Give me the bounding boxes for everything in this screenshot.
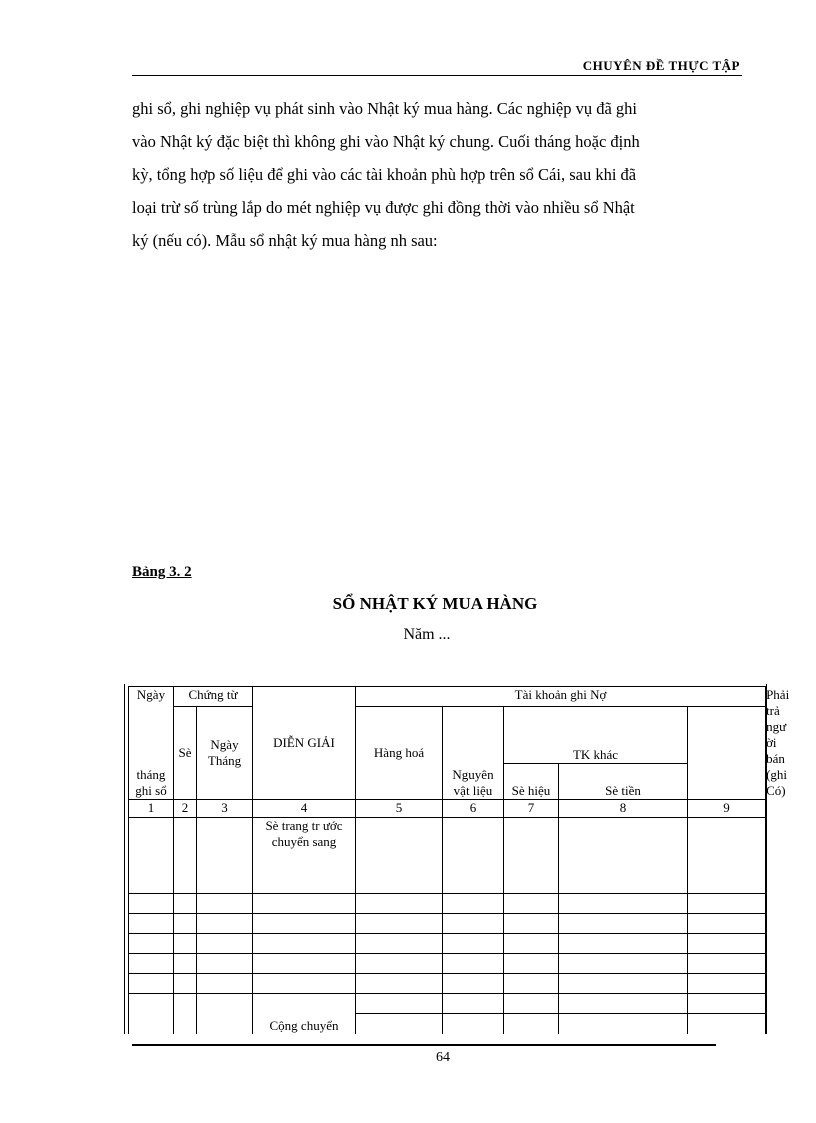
running-header: CHUYÊN ĐỀ THỰC TẬP bbox=[582, 58, 740, 73]
table-row bbox=[129, 974, 766, 994]
col-number: 2 bbox=[174, 800, 197, 818]
col-number: 7 bbox=[504, 800, 559, 818]
page-number: 64 bbox=[436, 1050, 450, 1065]
header-dien-giai: DIỄN GIẢI bbox=[253, 687, 356, 800]
header-tk-ghi-no: Tài khoản ghi Nợ bbox=[356, 687, 766, 707]
table-row bbox=[129, 994, 766, 1014]
header-ngay-thang: Ngày Tháng bbox=[197, 707, 253, 800]
header-chung-tu: Chứng từ bbox=[174, 687, 253, 707]
col-number: 3 bbox=[197, 800, 253, 818]
paragraph-line: vào Nhật ký đặc biệt thì không ghi vào Nhật ký chung. Cuối tháng hoặc định bbox=[132, 132, 640, 151]
header-rule bbox=[132, 75, 742, 76]
col-number: 9 bbox=[688, 800, 766, 818]
paragraph-line: kỳ, tổng hợp số liệu để ghi vào các tài khoản phù hợp trên sổ Cái, sau khi đã bbox=[132, 165, 637, 184]
header-nguyen-vat-lieu: Nguyên vật liệu bbox=[443, 707, 504, 800]
table-row bbox=[129, 894, 766, 914]
col-number: 4 bbox=[253, 800, 356, 818]
col-number: 5 bbox=[356, 800, 443, 818]
row-so-trang-truoc: Sè trang tr ước chuyển sang bbox=[253, 818, 356, 894]
table-subtitle: Năm ... bbox=[403, 626, 451, 643]
table-row bbox=[129, 914, 766, 934]
table-caption: Bảng 3. 2 bbox=[132, 564, 192, 580]
header-so-tien: Sè tiền bbox=[559, 764, 688, 800]
paragraph-line: loại trừ số trùng lắp do mét nghiệp vụ được ghi đồng thời vào nhiều sổ Nhật bbox=[132, 198, 635, 217]
header-tk-khac: TK khác bbox=[504, 707, 688, 764]
column-number-row bbox=[129, 800, 766, 818]
footer-rule bbox=[132, 1044, 716, 1046]
body-paragraph bbox=[132, 92, 742, 257]
col-number: 8 bbox=[559, 800, 688, 818]
paragraph-line: ký (nếu có). Mẫu sổ nhật ký mua hàng nh sau: bbox=[132, 231, 438, 250]
header-thang-ghi-so: tháng ghi sổ bbox=[129, 707, 174, 800]
journal-table-frame bbox=[124, 684, 790, 1034]
header-ngay: Ngày bbox=[129, 687, 174, 707]
col-number: 6 bbox=[443, 800, 504, 818]
table-row bbox=[129, 934, 766, 954]
table-title: SỔ NHẬT KÝ MUA HÀNG bbox=[332, 594, 538, 613]
col-number: 1 bbox=[129, 800, 174, 818]
header-hang-hoa: Hàng hoá bbox=[356, 707, 443, 800]
row-cong-chuyen: Cộng chuyển bbox=[253, 994, 356, 1034]
table-row bbox=[129, 954, 766, 974]
header-so: Sè bbox=[174, 707, 197, 800]
purchase-journal-table: Ngày Chứng từ DIỄN GIẢI Tài khoản ghi Nợ Phải trả ngư ời bán (ghi Có) tháng ghi sổ Sè Ngày Tháng Hàng hoá Nguyên vật liệu TK khác Sè hiệu Sè tiền 1 2 3 4 5 6 7 8 9 Sè trang tr ước chuyển sang Cộng chuyển bbox=[128, 686, 766, 1034]
table-row bbox=[129, 818, 766, 894]
header-so-hieu: Sè hiệu bbox=[504, 764, 559, 800]
paragraph-line: ghi sổ, ghi nghiệp vụ phát sinh vào Nhật ký mua hàng. Các nghiệp vụ đã ghi bbox=[132, 99, 638, 118]
